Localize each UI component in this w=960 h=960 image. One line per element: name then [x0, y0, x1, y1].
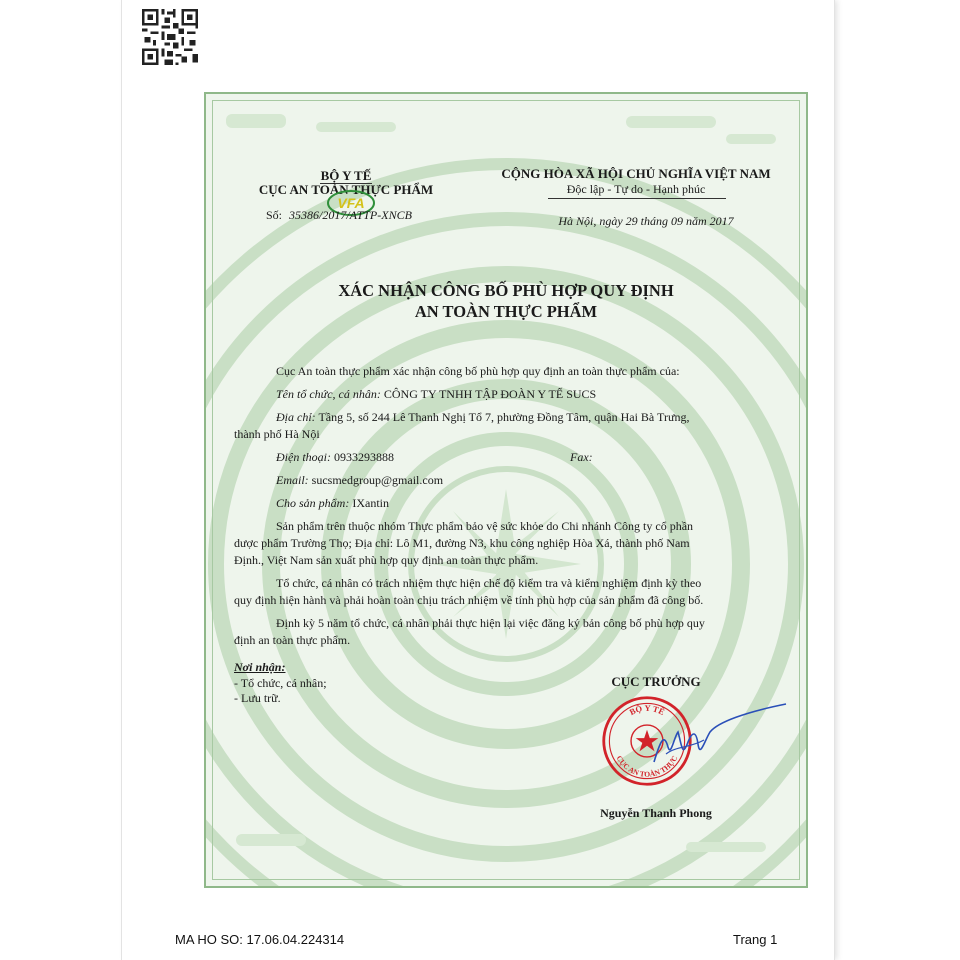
address-label: Địa chỉ:: [276, 410, 316, 424]
address-value: Tầng 5, số 244 Lê Thanh Nghị Tổ 7, phường Đồng Tâm, quận Hai Bà Trưng,: [318, 410, 690, 424]
signer-title: CỤC TRƯỞNG: [611, 674, 701, 689]
signer-name: Nguyễn Thanh Phong: [600, 806, 712, 820]
recipient-item-2: - Lưu trữ.: [234, 691, 281, 705]
document-number: [266, 208, 412, 223]
qr-code-icon: [137, 6, 203, 68]
paragraph3-line2: định an toàn thực phẩm.: [234, 633, 351, 647]
paragraph1-line1: Sản phẩm trên thuộc nhóm Thực phẩm bảo vệ sức khỏe do Chi nhánh Công ty cổ phần: [276, 519, 694, 533]
paragraph2-line2: quy định hiện hành và phải hoàn toàn chịu trách nhiệm về tính phù hợp của sản phẩm đã công bố.: [234, 593, 704, 607]
page-number: Trang 1: [733, 932, 778, 947]
phone-label: Điện thoại:: [276, 450, 331, 464]
issue-date: Hà Nội, ngày 29 tháng 09 năm 2017: [558, 214, 734, 228]
paragraph1-line3: Định., Việt Nam sản xuất phù hợp quy định an toàn thực phẩm.: [234, 553, 539, 567]
org-value: CÔNG TY TNHH TẬP ĐOÀN Y TẾ SUCS: [383, 387, 597, 401]
address-value-line2: thành phố Hà Nội: [234, 427, 320, 441]
recipient-item-1: - Tổ chức, cá nhân;: [234, 676, 327, 690]
email-label: Email:: [276, 473, 309, 487]
product-label: Cho sản phẩm:: [276, 496, 350, 510]
address-row: [276, 410, 689, 425]
phone-row: [276, 450, 394, 465]
fax-label: Fax:: [570, 450, 593, 464]
document-title-line2: AN TOÀN THỰC PHẨM: [414, 302, 598, 321]
email-row: [276, 473, 443, 488]
svg-text:CỤC AN TOÀN THỰC: CỤC AN TOÀN THỰC: [614, 753, 680, 779]
recipients-label: Nơi nhận:: [234, 660, 286, 674]
handwritten-signature-icon: [646, 702, 796, 782]
paragraph2-line1: Tổ chức, cá nhân có trách nhiệm thực hiện chế độ kiểm tra và kiểm nghiệm định kỳ theo: [276, 576, 702, 590]
country-name: CỘNG HÒA XÃ HỘI CHỦ NGHĨA VIỆT NAM: [501, 166, 771, 181]
svg-text:VFA: VFA: [337, 195, 365, 211]
org-label: Tên tổ chức, cá nhân:: [276, 387, 381, 401]
record-code: MA HO SO: 17.06.04.224314: [175, 932, 345, 947]
ministry-name: BỘ Y TẾ: [320, 168, 372, 183]
motto-underline: [548, 198, 726, 199]
certificate: [204, 92, 808, 888]
paragraph3-line1: Định kỳ 5 năm tổ chức, cá nhân phải thực hiện lại việc đăng ký bản công bố phù hợp quy: [276, 616, 705, 630]
national-motto: Độc lập - Tự do - Hạnh phúc: [566, 182, 706, 196]
email-value: sucsmedgroup@gmail.com: [311, 473, 444, 487]
svg-text:BỘ Y TẾ: BỘ Y TẾ: [627, 702, 667, 718]
intro-text: Cục An toàn thực phẩm xác nhận công bố phù hợp quy định an toàn thực phẩm của:: [276, 364, 680, 378]
phone-value: 0933293888: [334, 450, 394, 464]
department-name: CỤC AN TOÀN THỰC PHẨM: [258, 182, 434, 197]
document-title-line1: XÁC NHẬN CÔNG BỐ PHÙ HỢP QUY ĐỊNH: [338, 281, 674, 300]
number-label: Số:: [266, 208, 283, 222]
number-value: 35386/2017/ATTP-XNCB: [289, 208, 412, 222]
paragraph1-line2: dược phẩm Trường Thọ; Địa chỉ: Lô M1, đường N3, khu công nghiệp Hòa Xá, thành phố Nam: [234, 536, 690, 550]
product-row: [276, 496, 389, 511]
organization-row: [276, 387, 596, 402]
product-value: IXantin: [352, 496, 389, 510]
